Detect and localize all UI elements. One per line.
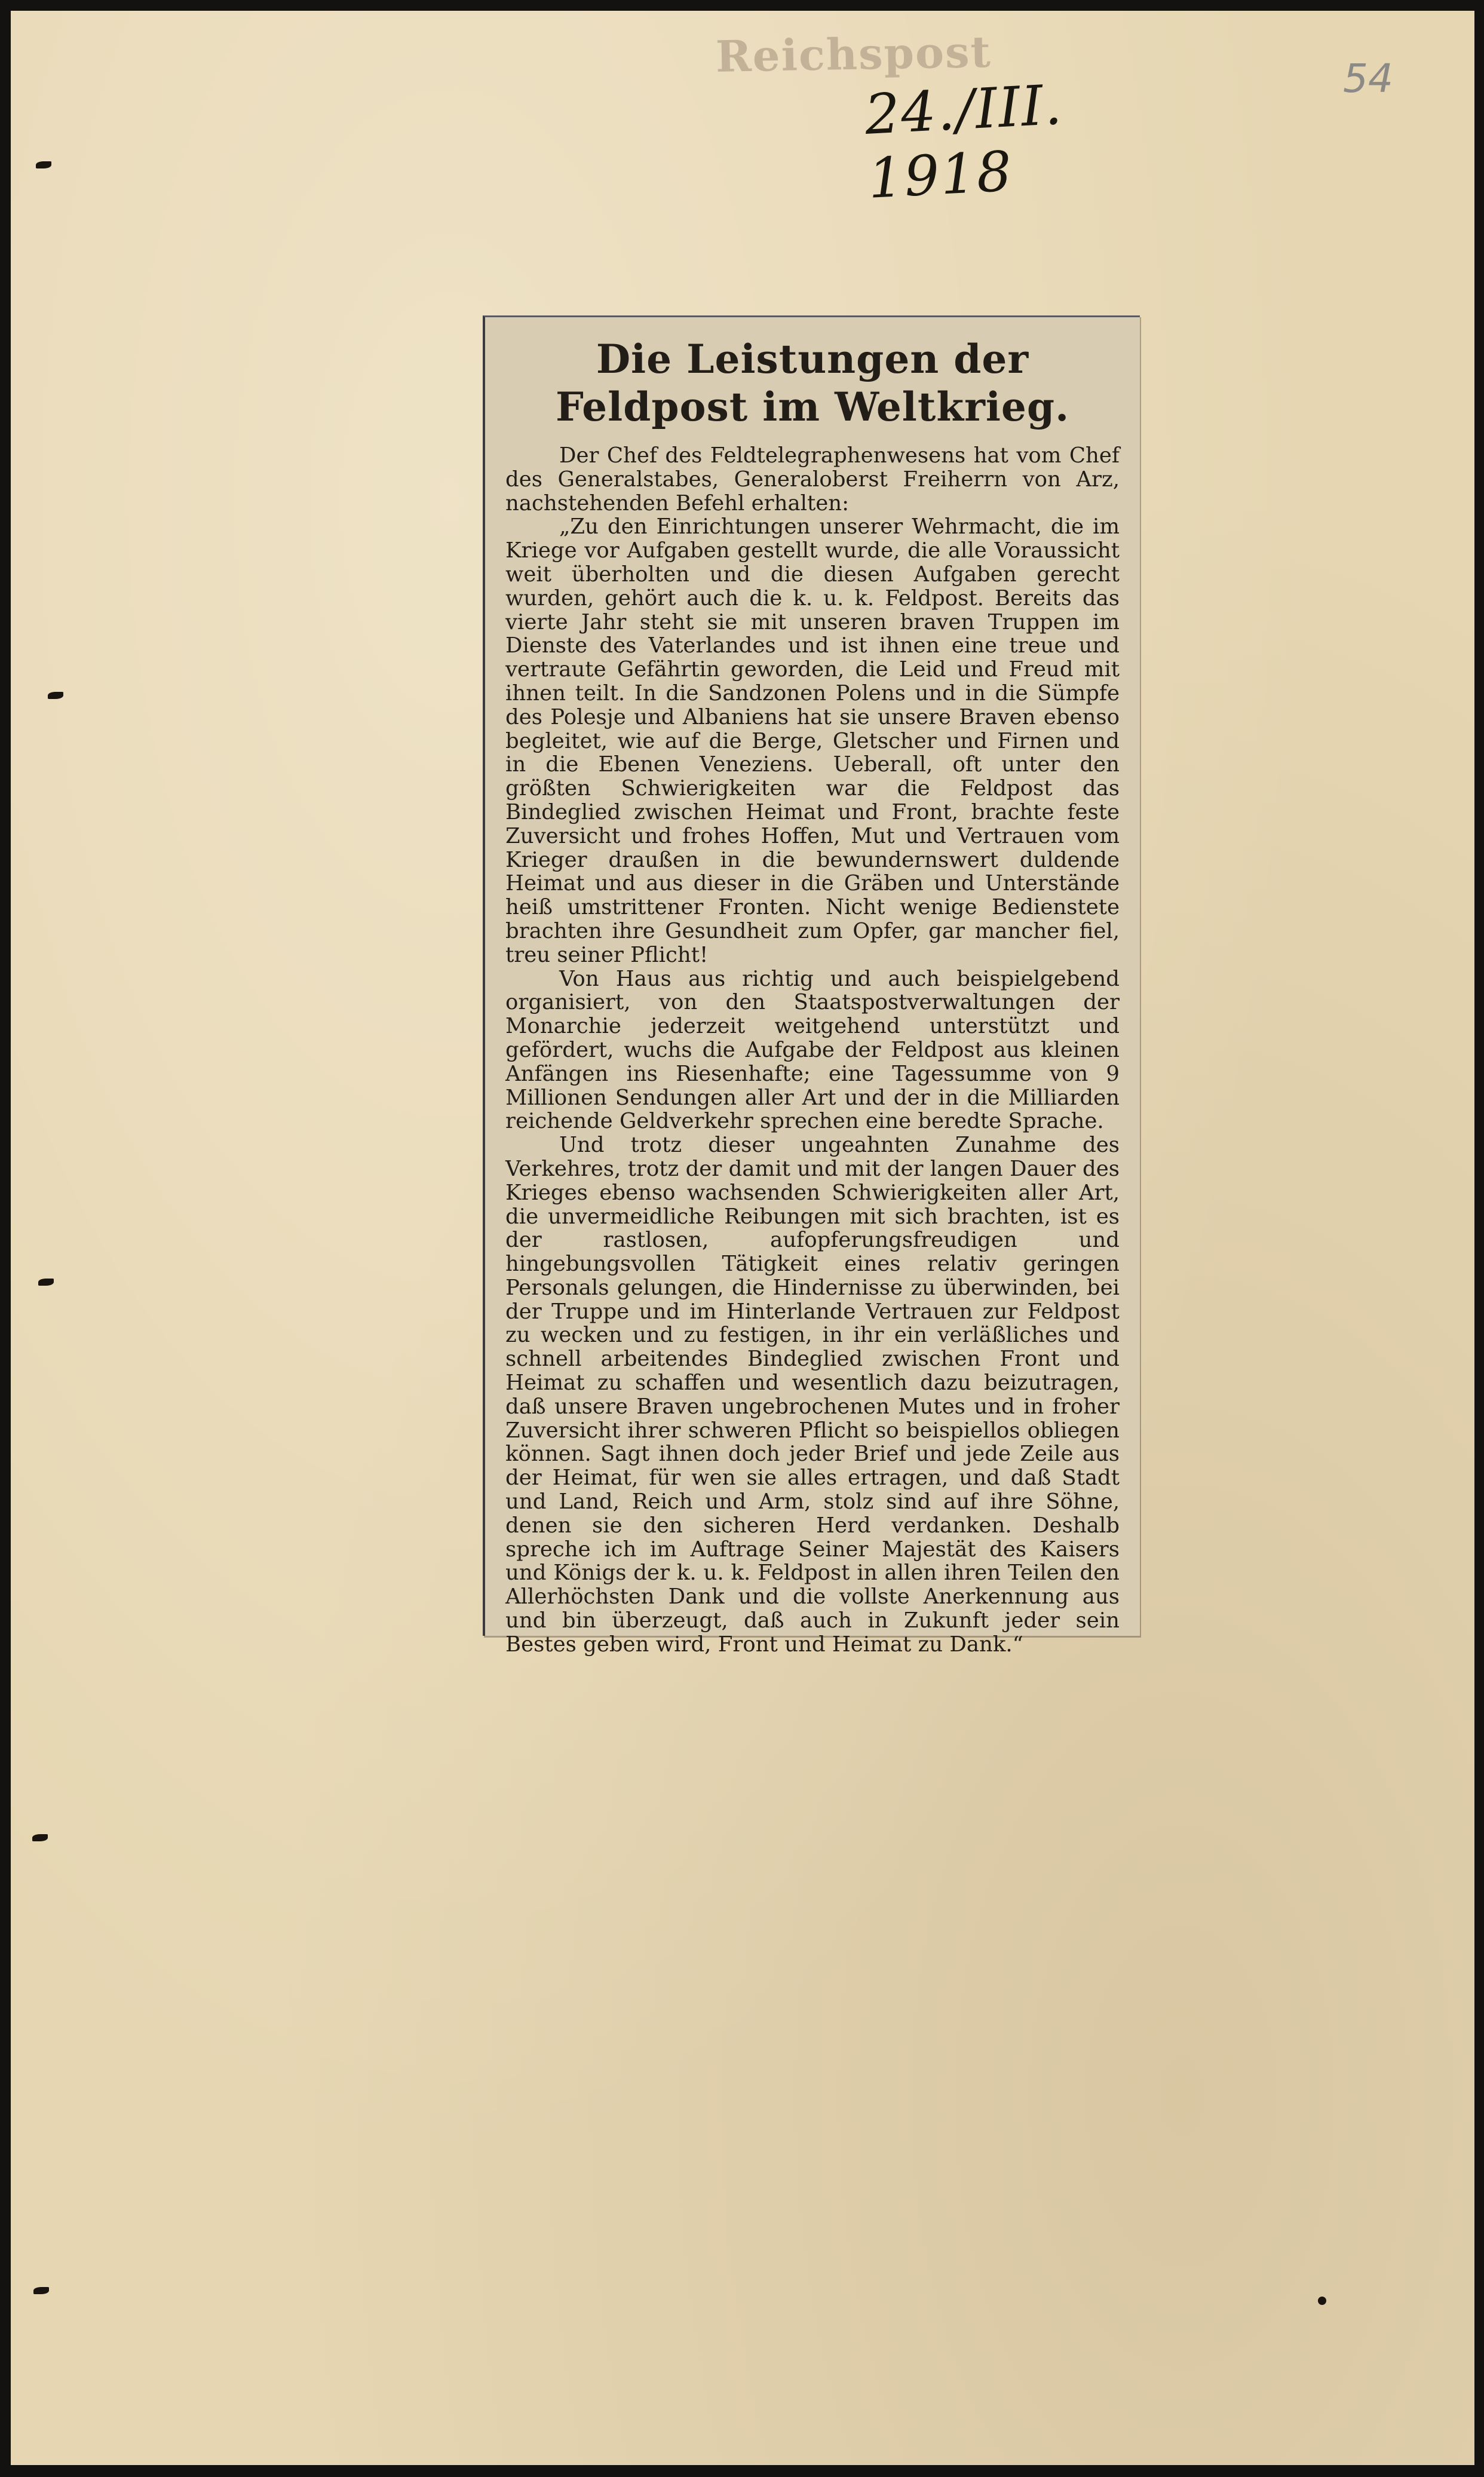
- page-number: 54: [1343, 56, 1393, 102]
- article-paragraph: Der Chef des Feldtelegraphenwesens hat vom Chef des Generalstabes, Generaloberst Freiherrn von Arz, nachstehenden Befehl erhalten:: [505, 443, 1120, 516]
- article-paragraph: Und trotz dieser ungeahnten Zunahme des Verkehres, trotz der damit und mit der langen Dauer des Krieges ebenso wachsenden Schwierigkeiten aller Art, die unvermeidliche Reibungen mit sich brachten, ist es der rastlosen, aufopferungsfreudigen und hingebungsvollen Tätigkeit eines relativ geringen Personals gelungen, die Hindernisse zu überwinden, bei der Truppe und im Hinterlande Vertrauen zur Feldpost zu wecken und zu festigen, in ihr ein verläßliches und schnell arbeitendes Bindeglied zwischen Front und Heimat zu schaffen und wesentlich dazu beizutragen, daß unsere Braven ungebrochenen Mutes und in froher Zuversicht ihrer schweren Pflicht so beispiellos obliegen können. Sagt ihnen doch jeder Brief und jede Zeile aus der Heimat, für wen sie alles ertragen, und daß Stadt und Land, Reich und Arm, stolz sind auf ihre Söhne, denen sie den sicheren Herd verdanken. Deshalb spreche ich im Auftrage Seiner Majestät des Kaisers und Königs der k. u. k. Feldpost in allen ihren Teilen den Allerhöchsten Dank und die vollste Anerkennung aus und bin überzeugt, daß auch in Zukunft jeder sein Bestes geben wird, Front und Heimat zu Dank.“: [505, 1133, 1120, 1657]
- archive-sheet: [11, 11, 1474, 2465]
- binding-hole-mark: [33, 2287, 49, 2294]
- article-body: [505, 444, 1120, 1657]
- article-paragraph: „Zu den Einrichtungen unserer Wehrmacht, die im Kriege vor Aufgaben gestellt wurde, die alle Voraussicht weit überholten und die diesen Aufgaben gerecht wurden, gehört auch die k. u. k. Feldpost. Bereits das vierte Jahr steht sie mit unseren braven Truppen im Dienste des Vaterlandes und ist ihnen eine treue und vertraute Gefährtin geworden, die Leid und Freud mit ihnen teilt. In die Sandzonen Polens und in die Sümpfe des Polesje und Albaniens hat sie unsere Braven ebenso begleitet, wie auf die Berge, Gletscher und Firnen und in die Ebenen Veneziens. Ueberall, oft unter den größten Schwierigkeiten war die Feldpost das Bindeglied zwischen Heimat und Front, brachte feste Zuversicht und frohes Hoffen, Mut und Vertrauen vom Krieger draußen in die bewundernswert duldende Heimat und aus dieser in die Gräben und Unterstände heiß umstrittener Fronten. Nicht wenige Bedienstete brachten ihre Gesundheit zum Opfer, gar mancher fiel, treu seiner Pflicht!: [505, 514, 1120, 967]
- article-headline: Die Leistungen der Feldpost im Weltkrieg.: [555, 336, 1070, 430]
- binding-hole-mark: [36, 161, 51, 168]
- article-paragraph: Von Haus aus richtig und auch beispielgebend organisiert, von den Staatspostverwaltungen der Monarchie jederzeit weitgehend unterstützt und gefördert, wuchs die Aufgabe der Feldpost aus kleinen Anfängen ins Riesenhafte; eine Tagessumme von 9 Millionen Sendungen aller Art und der in die Milliarden reichende Geldverkehr sprechen eine beredte Sprache.: [505, 966, 1120, 1134]
- binding-hole-mark: [32, 1834, 48, 1841]
- paper-spot: [1318, 2297, 1326, 2305]
- newspaper-stamp: Reichspost: [715, 26, 992, 82]
- binding-hole-mark: [38, 1279, 54, 1286]
- newspaper-clipping: [483, 315, 1140, 1657]
- binding-hole-mark: [48, 692, 63, 699]
- handwritten-date: 24./III. 1918: [863, 72, 1065, 211]
